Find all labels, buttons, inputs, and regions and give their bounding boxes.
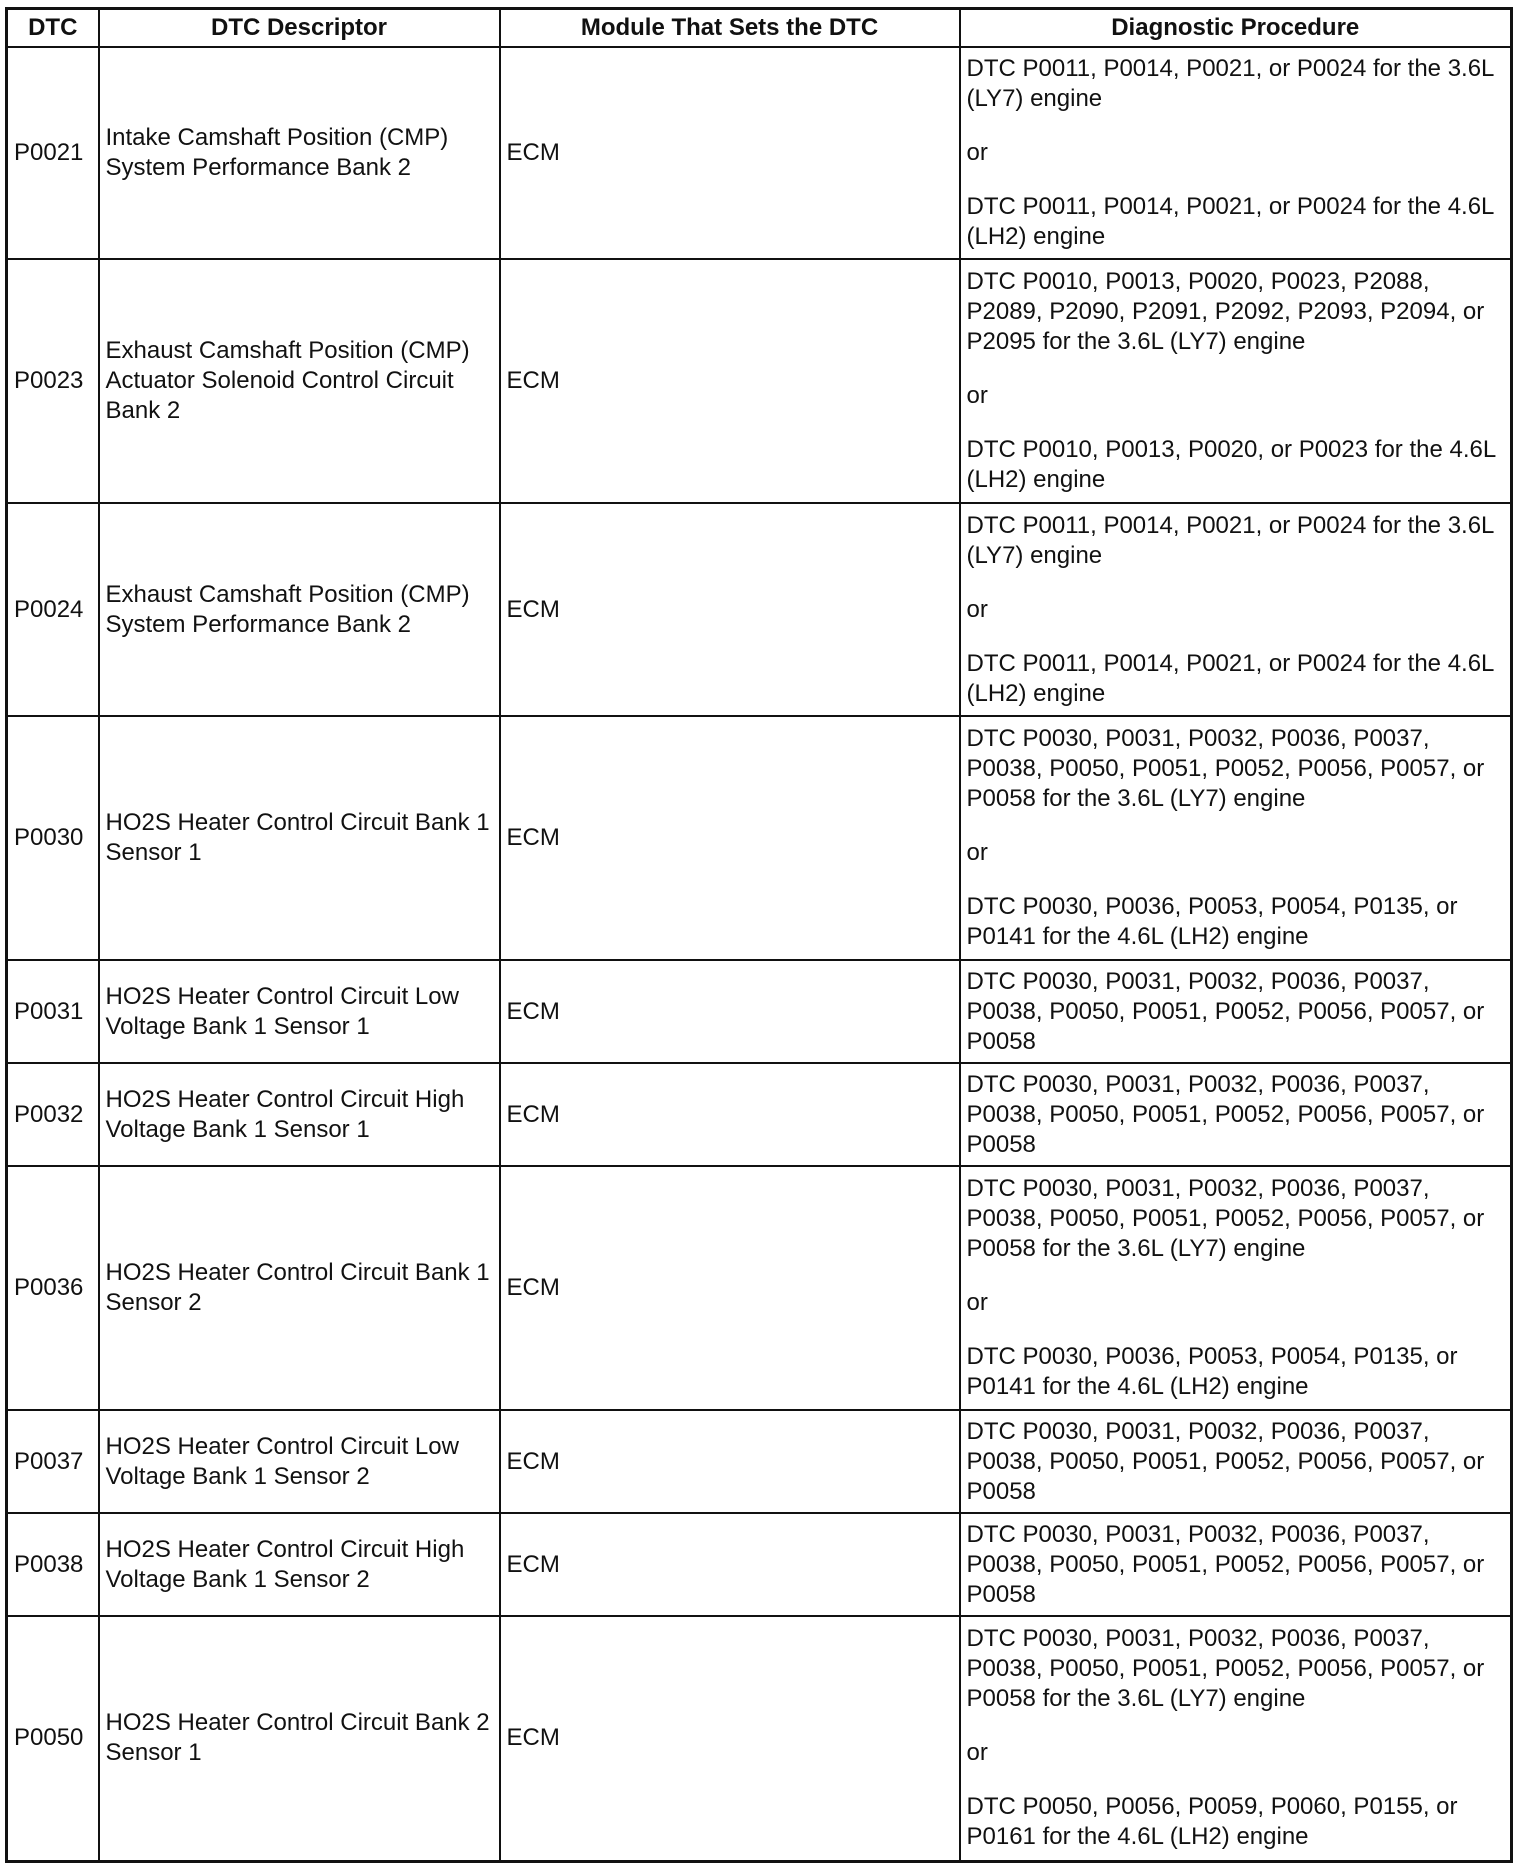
- diagnostic-procedure: [960, 259, 1512, 503]
- setting-module: ECM: [500, 1063, 960, 1166]
- procedure-line: DTC P0010, P0013, P0020, or P0023 for the 4.6L (LH2) engine: [966, 436, 1496, 493]
- table-row: [7, 1616, 1512, 1861]
- procedure-line: DTC P0050, P0056, P0059, P0060, P0155, or P0161 for the 4.6L (LH2) engine: [966, 1793, 1458, 1851]
- diagnostic-procedure: [960, 47, 1512, 259]
- setting-module: ECM: [500, 503, 960, 716]
- diagnostic-procedure: [960, 1063, 1512, 1166]
- procedure-line: DTC P0030, P0036, P0053, P0054, P0135, or P0141 for the 4.6L (LH2) engine: [966, 1343, 1458, 1400]
- setting-module: ECM: [500, 1166, 960, 1410]
- dtc-descriptor: Exhaust Camshaft Position (CMP) System Performance Bank 2: [99, 503, 500, 716]
- procedure-line: DTC P0011, P0014, P0021, or P0024 for the 4.6L (LH2) engine: [966, 193, 1494, 250]
- header-descriptor: DTC Descriptor: [99, 9, 500, 48]
- setting-module: ECM: [500, 47, 960, 259]
- setting-module: ECM: [500, 716, 960, 960]
- table-row: [7, 960, 1512, 1063]
- diagnostic-procedure: [960, 503, 1512, 716]
- dtc-code: P0037: [7, 1410, 99, 1513]
- dtc-table: [5, 7, 1513, 1863]
- dtc-descriptor: Exhaust Camshaft Position (CMP) Actuator Solenoid Control Circuit Bank 2: [99, 259, 500, 503]
- dtc-descriptor: HO2S Heater Control Circuit Bank 2 Sensor 1: [99, 1616, 500, 1861]
- procedure-line: DTC P0030, P0036, P0053, P0054, P0135, or P0141 for the 4.6L (LH2) engine: [966, 893, 1458, 950]
- procedure-or: or: [966, 1289, 988, 1316]
- diagnostic-procedure: [960, 960, 1512, 1063]
- diagnostic-procedure: [960, 716, 1512, 960]
- dtc-code: P0021: [7, 47, 99, 259]
- diagnostic-procedure: [960, 1166, 1512, 1410]
- procedure-or: or: [966, 595, 988, 623]
- procedure-line: DTC P0030, P0031, P0032, P0036, P0037, P0038, P0050, P0051, P0052, P0056, P0057, or P0058: [966, 1070, 1485, 1158]
- dtc-descriptor: Intake Camshaft Position (CMP) System Performance Bank 2: [99, 47, 500, 259]
- setting-module: ECM: [500, 259, 960, 503]
- table-row: [7, 259, 1512, 503]
- setting-module: ECM: [500, 1616, 960, 1861]
- header-procedure: Diagnostic Procedure: [960, 9, 1512, 48]
- procedure-line: DTC P0011, P0014, P0021, or P0024 for the 3.6L (LY7) engine: [966, 511, 1494, 569]
- dtc-code: P0023: [7, 259, 99, 503]
- table-row: [7, 1513, 1512, 1616]
- dtc-descriptor: HO2S Heater Control Circuit Bank 1 Sensor 2: [99, 1166, 500, 1410]
- procedure-or: or: [966, 139, 988, 166]
- procedure-or: or: [966, 839, 988, 866]
- dtc-code: P0031: [7, 960, 99, 1063]
- dtc-code: P0050: [7, 1616, 99, 1861]
- table-row: [7, 1410, 1512, 1513]
- procedure-line: DTC P0030, P0031, P0032, P0036, P0037, P0038, P0050, P0051, P0052, P0056, P0057, or P0058: [966, 1520, 1485, 1608]
- dtc-descriptor: HO2S Heater Control Circuit High Voltage Bank 1 Sensor 1: [99, 1063, 500, 1166]
- dtc-code: P0024: [7, 503, 99, 716]
- dtc-descriptor: HO2S Heater Control Circuit High Voltage Bank 1 Sensor 2: [99, 1513, 500, 1616]
- diagnostic-procedure: [960, 1616, 1512, 1861]
- dtc-code: P0038: [7, 1513, 99, 1616]
- setting-module: ECM: [500, 1513, 960, 1616]
- setting-module: ECM: [500, 960, 960, 1063]
- table-row: [7, 716, 1512, 960]
- table-row: [7, 1063, 1512, 1166]
- procedure-line: DTC P0011, P0014, P0021, or P0024 for the 3.6L (LY7) engine: [966, 55, 1494, 112]
- table-row: [7, 1166, 1512, 1410]
- dtc-code: P0032: [7, 1063, 99, 1166]
- dtc-code: P0036: [7, 1166, 99, 1410]
- procedure-line: DTC P0030, P0031, P0032, P0036, P0037, P0038, P0050, P0051, P0052, P0056, P0057, or P0058 for the 3.6L (LY7) engine: [966, 725, 1485, 812]
- procedure-line: DTC P0011, P0014, P0021, or P0024 for the 4.6L (LH2) engine: [966, 649, 1494, 707]
- diagnostic-procedure: [960, 1513, 1512, 1616]
- procedure-line: DTC P0010, P0013, P0020, P0023, P2088, P2089, P2090, P2091, P2092, P2093, P2094, or P2095 for the 3.6L (LY7) engine: [966, 268, 1485, 355]
- dtc-descriptor: HO2S Heater Control Circuit Low Voltage Bank 1 Sensor 1: [99, 960, 500, 1063]
- dtc-descriptor: HO2S Heater Control Circuit Low Voltage Bank 1 Sensor 2: [99, 1410, 500, 1513]
- procedure-line: DTC P0030, P0031, P0032, P0036, P0037, P0038, P0050, P0051, P0052, P0056, P0057, or P0058: [966, 967, 1485, 1055]
- dtc-code: P0030: [7, 716, 99, 960]
- procedure-line: DTC P0030, P0031, P0032, P0036, P0037, P0038, P0050, P0051, P0052, P0056, P0057, or P0058: [966, 1417, 1485, 1505]
- procedure-line: DTC P0030, P0031, P0032, P0036, P0037, P0038, P0050, P0051, P0052, P0056, P0057, or P0058 for the 3.6L (LY7) engine: [966, 1625, 1485, 1713]
- procedure-line: DTC P0030, P0031, P0032, P0036, P0037, P0038, P0050, P0051, P0052, P0056, P0057, or P0058 for the 3.6L (LY7) engine: [966, 1175, 1485, 1262]
- header-row: [7, 9, 1512, 48]
- diagnostic-procedure: [960, 1410, 1512, 1513]
- table-row: [7, 47, 1512, 259]
- dtc-descriptor: HO2S Heater Control Circuit Bank 1 Sensor 1: [99, 716, 500, 960]
- header-dtc: DTC: [7, 9, 99, 48]
- header-module: Module That Sets the DTC: [500, 9, 960, 48]
- setting-module: ECM: [500, 1410, 960, 1513]
- table-row: [7, 503, 1512, 716]
- procedure-or: or: [966, 1739, 988, 1767]
- procedure-or: or: [966, 382, 988, 409]
